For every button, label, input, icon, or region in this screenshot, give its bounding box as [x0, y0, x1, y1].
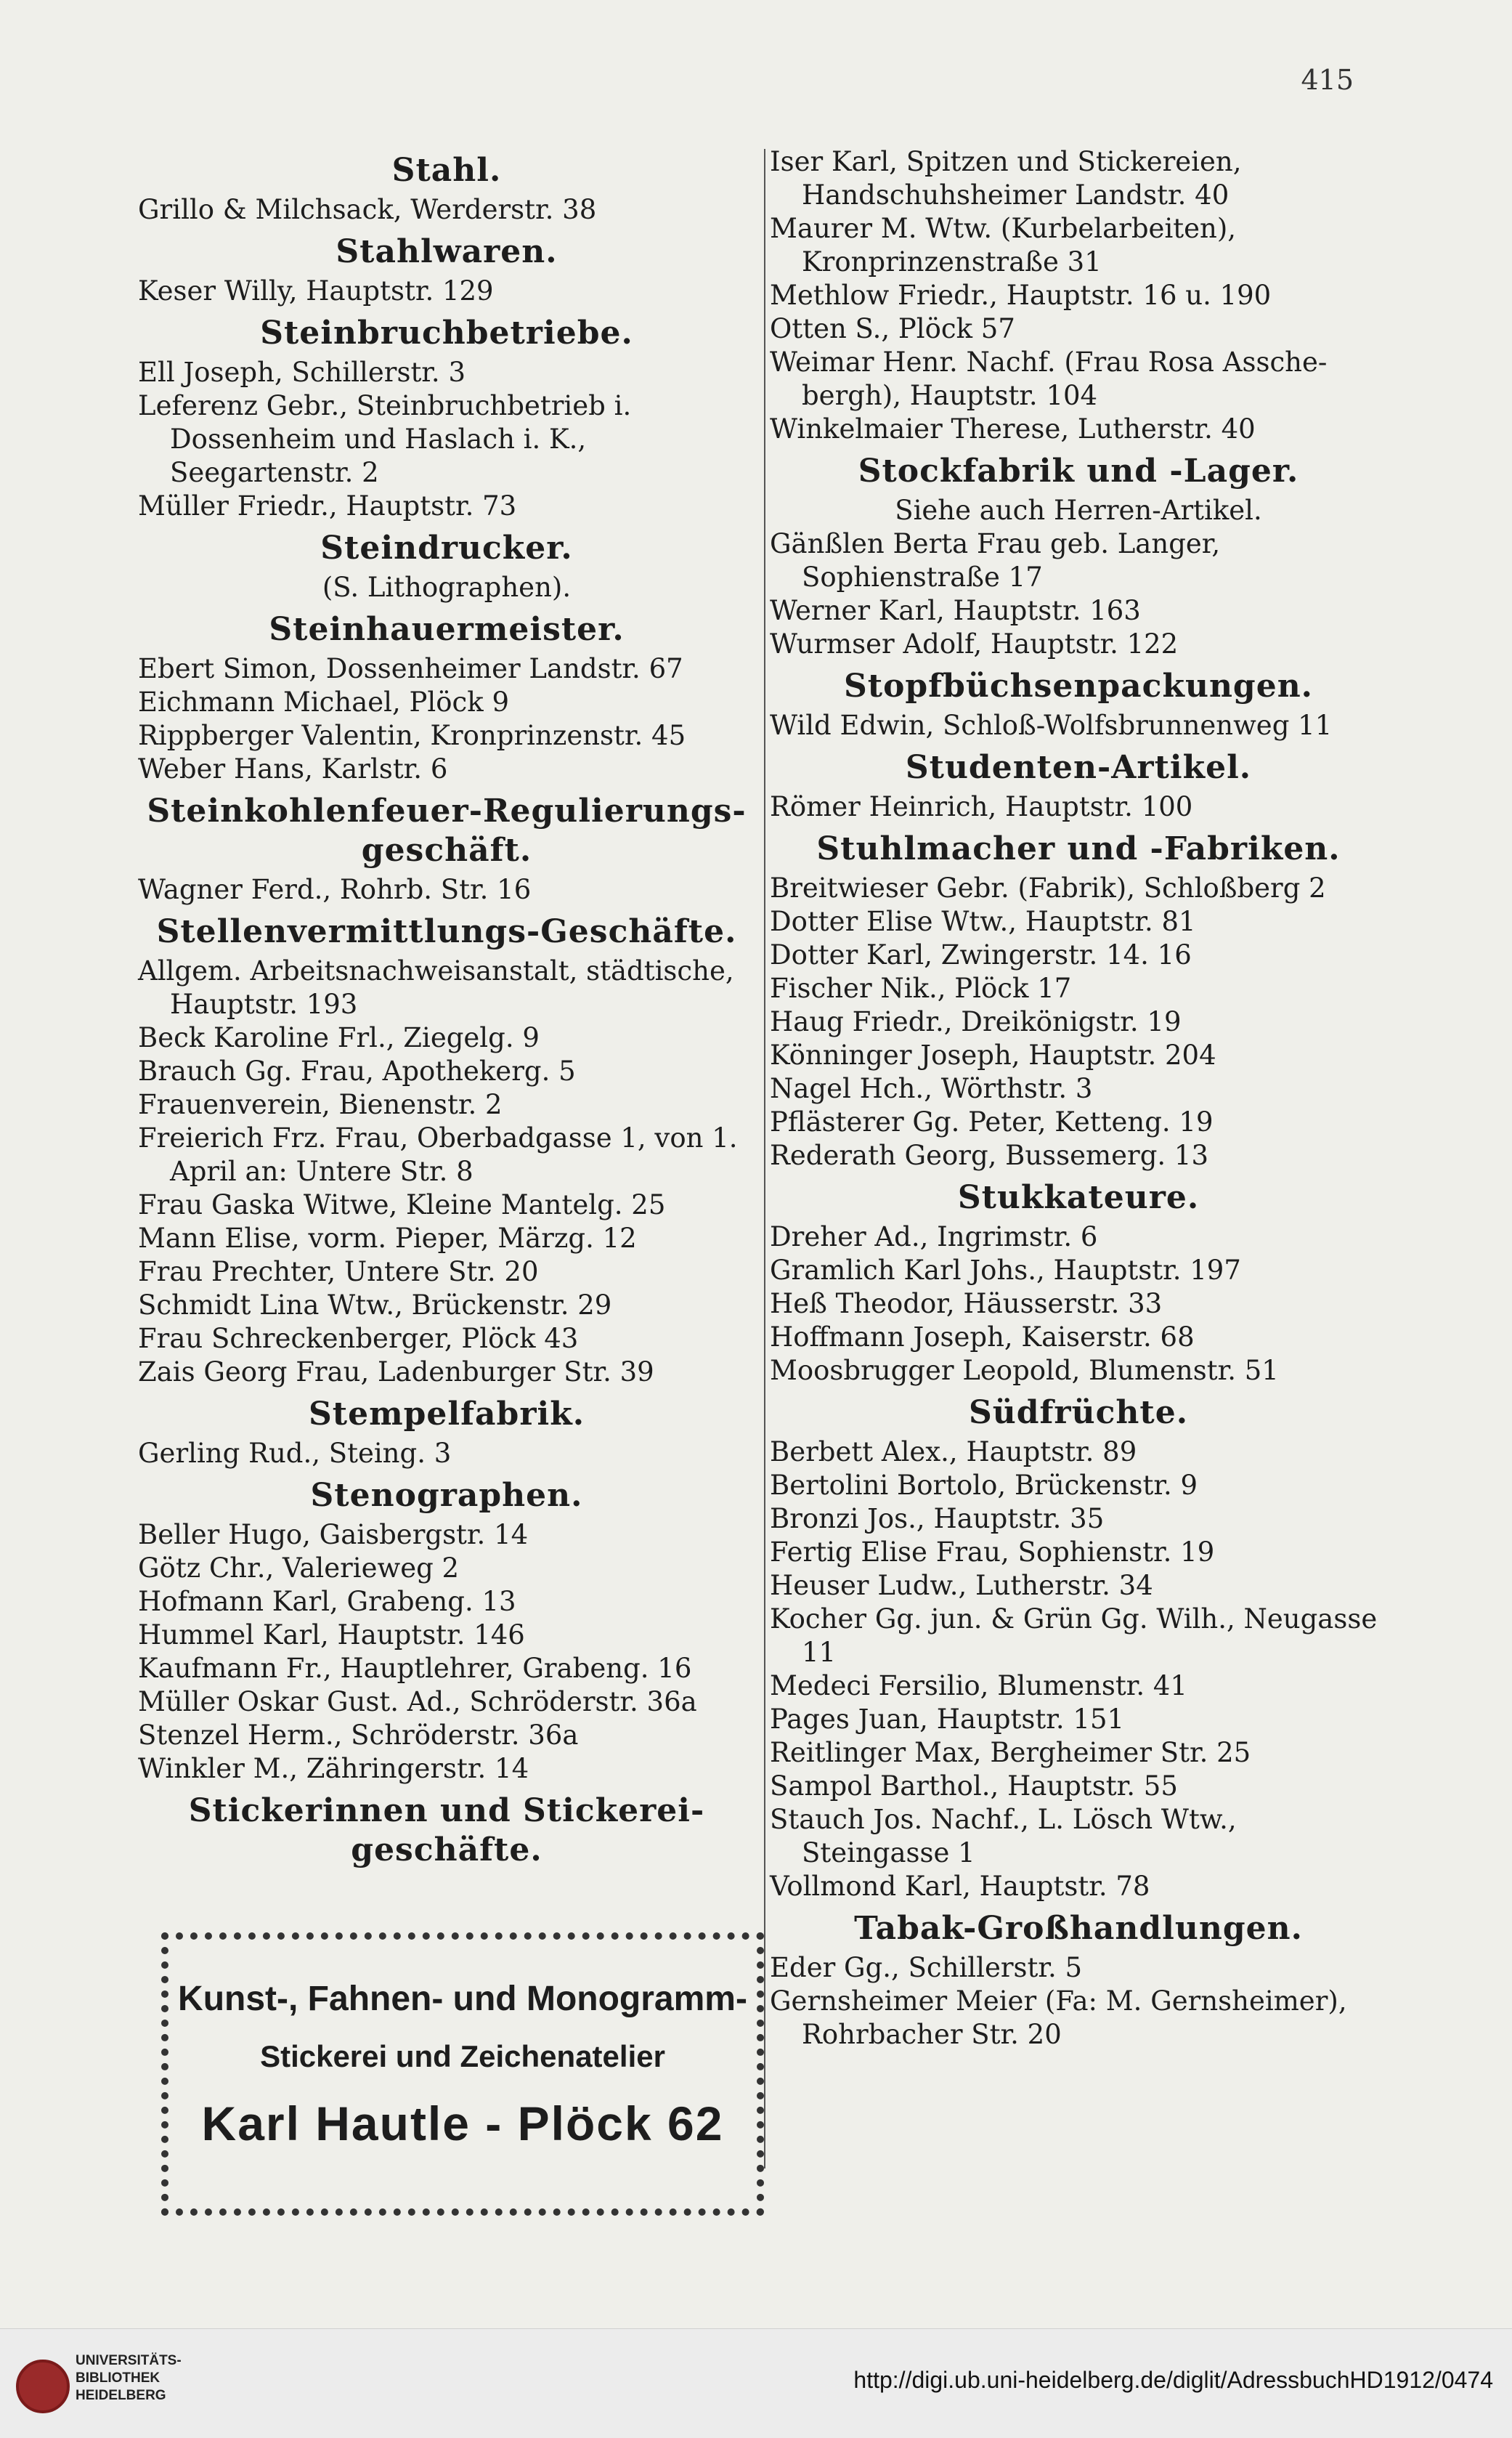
- section-heading: Stahl.: [391, 152, 502, 189]
- directory-entry: Hoffmann Joseph, Kaiserstr. 68: [770, 1321, 1195, 1353]
- directory-entry: Fertig Elise Frau, Sophienstr. 19: [770, 1536, 1215, 1568]
- directory-section: [770, 830, 1387, 1173]
- directory-entry: Gänßlen Berta Frau geb. Langer, Sophienstraße 17: [770, 528, 1221, 593]
- section-heading: Steinbruchbetriebe.: [260, 315, 633, 352]
- directory-entry: Schmidt Lina Wtw., Brückenstr. 29: [138, 1289, 612, 1321]
- directory-entry: Sampol Barthol., Hauptstr. 55: [770, 1770, 1178, 1802]
- directory-entry: Heß Theodor, Häusserstr. 33: [770, 1288, 1163, 1319]
- directory-entry: Weimar Henr. Nachf. (Frau Rosa Assche-bergh), Hauptstr. 104: [770, 347, 1328, 411]
- directory-section: [138, 792, 755, 907]
- directory-entry: Otten S., Plöck 57: [770, 313, 1015, 344]
- left-column: [138, 145, 755, 1873]
- directory-entry: Wild Edwin, Schloß-Wolfsbrunnenweg 11: [770, 710, 1333, 741]
- directory-entry: Pflästerer Gg. Peter, Ketteng. 19: [770, 1106, 1214, 1138]
- section-heading: Steindrucker.: [320, 530, 573, 567]
- directory-section: [138, 1476, 755, 1786]
- directory-entry: Heuser Ludw., Lutherstr. 34: [770, 1570, 1153, 1601]
- logo-line: HEIDELBERG: [76, 2388, 166, 2403]
- directory-entry: Vollmond Karl, Hauptstr. 78: [770, 1871, 1150, 1902]
- directory-entry: Hummel Karl, Hauptstr. 146: [138, 1619, 525, 1651]
- directory-entry: Brauch Gg. Frau, Apothekerg. 5: [138, 1056, 576, 1087]
- directory-section: [770, 145, 1387, 446]
- directory-entry: Kaufmann Fr., Hauptlehrer, Grabeng. 16: [138, 1653, 692, 1684]
- directory-entry: Keser Willy, Hauptstr. 129: [138, 275, 494, 307]
- directory-entry: Werner Karl, Hauptstr. 163: [770, 595, 1141, 626]
- directory-entry: Zais Georg Frau, Ladenburger Str. 39: [138, 1356, 654, 1388]
- directory-entry: Frau Gaska Witwe, Kleine Mantelg. 25: [138, 1189, 666, 1220]
- directory-section: [138, 314, 755, 523]
- logo-line: UNIVERSITÄTS-: [76, 2353, 182, 2368]
- directory-entry: Grillo & Milchsack, Werderstr. 38: [138, 194, 597, 225]
- directory-entry: Dreher Ad., Ingrimstr. 6: [770, 1221, 1098, 1252]
- source-url[interactable]: http://digi.ub.uni-heidelberg.de/diglit/AdressbuchHD1912/0474: [853, 2367, 1493, 2393]
- ad-line-1: Kunst-, Fahnen- und Monogramm-: [178, 1980, 747, 2018]
- section-heading: Steinkohlenfeuer-Regulierungs-geschäft.: [147, 793, 747, 869]
- directory-entry: Römer Heinrich, Hauptstr. 100: [770, 791, 1193, 822]
- directory-entry: Dotter Elise Wtw., Hauptstr. 81: [770, 906, 1196, 937]
- directory-section: [138, 529, 755, 604]
- directory-section: [138, 912, 755, 1389]
- directory-section: [138, 232, 755, 308]
- directory-entry: Gerling Rud., Steing. 3: [138, 1438, 452, 1469]
- section-note: (S. Lithographen).: [322, 572, 572, 603]
- directory-entry: Wagner Ferd., Rohrb. Str. 16: [138, 874, 532, 905]
- directory-entry: Fischer Nik., Plöck 17: [770, 973, 1072, 1004]
- directory-entry: Nagel Hch., Wörthstr. 3: [770, 1073, 1093, 1104]
- directory-section: [770, 452, 1387, 661]
- directory-entry: Rippberger Valentin, Kronprinzenstr. 45: [138, 720, 686, 751]
- section-heading: Steinhauermeister.: [269, 611, 625, 648]
- directory-entry: Maurer M. Wtw. (Kurbelarbeiten), Kronprinzenstraße 31: [770, 213, 1237, 278]
- directory-section: [770, 667, 1387, 742]
- directory-entry: Bertolini Bortolo, Brückenstr. 9: [770, 1470, 1198, 1501]
- directory-entry: Frau Prechter, Untere Str. 20: [138, 1256, 539, 1287]
- section-heading: Stockfabrik und -Lager.: [858, 453, 1299, 490]
- section-heading: Stukkateure.: [957, 1179, 1200, 1216]
- university-seal-icon: [16, 2360, 70, 2413]
- directory-entry: Hofmann Karl, Grabeng. 13: [138, 1586, 516, 1617]
- directory-section: [770, 1909, 1387, 2052]
- directory-entry: Leferenz Gebr., Steinbruchbetrieb i. Dossenheim und Haslach i. K., Seegartenstr. 2: [138, 390, 632, 488]
- section-heading: Stuhlmacher und -Fabriken.: [816, 830, 1341, 867]
- advertisement-box: [161, 1932, 764, 2216]
- directory-entry: Wurmser Adolf, Hauptstr. 122: [770, 628, 1179, 660]
- directory-entry: Freierich Frz. Frau, Oberbadgasse 1, von 1. April an: Untere Str. 8: [138, 1122, 738, 1187]
- section-heading: Tabak-Großhandlungen.: [854, 1910, 1303, 1947]
- directory-entry: Rederath Georg, Bussemerg. 13: [770, 1140, 1209, 1171]
- directory-entry: Dotter Karl, Zwingerstr. 14. 16: [770, 939, 1192, 971]
- section-heading: Stellenvermittlungs-Geschäfte.: [156, 913, 737, 950]
- ad-line-3: Karl Hautle - Plöck 62: [201, 2097, 724, 2150]
- directory-section: [770, 748, 1387, 824]
- directory-entry: Winkelmaier Therese, Lutherstr. 40: [770, 413, 1256, 445]
- column-divider: [764, 149, 765, 2168]
- section-heading: Studenten-Artikel.: [905, 749, 1252, 786]
- directory-entry: Winkler M., Zähringerstr. 14: [138, 1753, 529, 1784]
- directory-entry: Ebert Simon, Dossenheimer Landstr. 67: [138, 653, 683, 684]
- viewer-footer: [0, 2328, 1512, 2438]
- logo-line: BIBLIOTHEK: [76, 2370, 160, 2386]
- directory-entry: Medeci Fersilio, Blumenstr. 41: [770, 1670, 1187, 1701]
- directory-entry: Mann Elise, vorm. Pieper, Märzg. 12: [138, 1223, 637, 1254]
- directory-section: [138, 151, 755, 227]
- directory-entry: Moosbrugger Leopold, Blumenstr. 51: [770, 1355, 1279, 1386]
- directory-entry: Kocher Gg. jun. & Grün Gg. Wilh., Neugasse 11: [770, 1603, 1378, 1668]
- right-column: [770, 145, 1387, 2052]
- directory-entry: Müller Friedr., Hauptstr. 73: [138, 490, 517, 522]
- directory-section: [770, 1393, 1387, 1903]
- page-number: 415: [1301, 64, 1354, 96]
- directory-section: [138, 1395, 755, 1470]
- section-note: Siehe auch Herren-Artikel.: [895, 495, 1262, 526]
- directory-entry: Götz Chr., Valerieweg 2: [138, 1552, 460, 1584]
- directory-entry: Berbett Alex., Hauptstr. 89: [770, 1436, 1137, 1467]
- directory-entry: Pages Juan, Hauptstr. 151: [770, 1704, 1125, 1735]
- section-heading: Stenographen.: [310, 1477, 583, 1514]
- ad-line-2: Stickerei und Zeichenatelier: [260, 2039, 665, 2073]
- directory-entry: Beller Hugo, Gaisbergstr. 14: [138, 1519, 529, 1550]
- directory-entry: Frauenverein, Bienenstr. 2: [138, 1089, 503, 1120]
- section-heading: Stickerinnen und Stickerei-geschäfte.: [188, 1792, 705, 1868]
- directory-entry: Haug Friedr., Dreikönigstr. 19: [770, 1006, 1182, 1037]
- directory-entry: Stauch Jos. Nachf., L. Lösch Wtw., Steingasse 1: [770, 1804, 1237, 1868]
- section-heading: Stopfbüchsenpackungen.: [843, 668, 1314, 705]
- section-heading: Stahlwaren.: [336, 233, 558, 270]
- directory-entry: Iser Karl, Spitzen und Stickereien, Handschuhsheimer Landstr. 40: [770, 146, 1242, 211]
- directory-entry: Beck Karoline Frl., Ziegelg. 9: [138, 1022, 540, 1053]
- directory-entry: Bronzi Jos., Hauptstr. 35: [770, 1503, 1105, 1534]
- directory-entry: Weber Hans, Karlstr. 6: [138, 753, 448, 785]
- directory-entry: Könninger Joseph, Hauptstr. 204: [770, 1040, 1216, 1071]
- directory-entry: Reitlinger Max, Bergheimer Str. 25: [770, 1737, 1251, 1768]
- directory-entry: Gramlich Karl Johs., Hauptstr. 197: [770, 1255, 1241, 1286]
- directory-entry: Frau Schreckenberger, Plöck 43: [138, 1323, 579, 1354]
- directory-entry: Methlow Friedr., Hauptstr. 16 u. 190: [770, 280, 1272, 311]
- section-heading: Stempelfabrik.: [308, 1396, 585, 1433]
- directory-entry: Eichmann Michael, Plöck 9: [138, 687, 509, 718]
- directory-entry: Ell Joseph, Schillerstr. 3: [138, 357, 466, 388]
- directory-entry: Breitwieser Gebr. (Fabrik), Schloßberg 2: [770, 872, 1326, 904]
- directory-entry: Stenzel Herm., Schröderstr. 36a: [138, 1720, 579, 1751]
- directory-section: [138, 1791, 755, 1870]
- directory-entry: Müller Oskar Gust. Ad., Schröderstr. 36a: [138, 1686, 697, 1717]
- directory-entry: Gernsheimer Meier (Fa: M. Gernsheimer), Rohrbacher Str. 20: [770, 1985, 1347, 2050]
- directory-section: [770, 1178, 1387, 1388]
- directory-entry: Allgem. Arbeitsnachweisanstalt, städtische, Hauptstr. 193: [138, 955, 734, 1020]
- directory-section: [138, 610, 755, 786]
- directory-entry: Eder Gg., Schillerstr. 5: [770, 1952, 1083, 1983]
- section-heading: Südfrüchte.: [968, 1394, 1189, 1431]
- library-logo-text: [76, 2352, 221, 2405]
